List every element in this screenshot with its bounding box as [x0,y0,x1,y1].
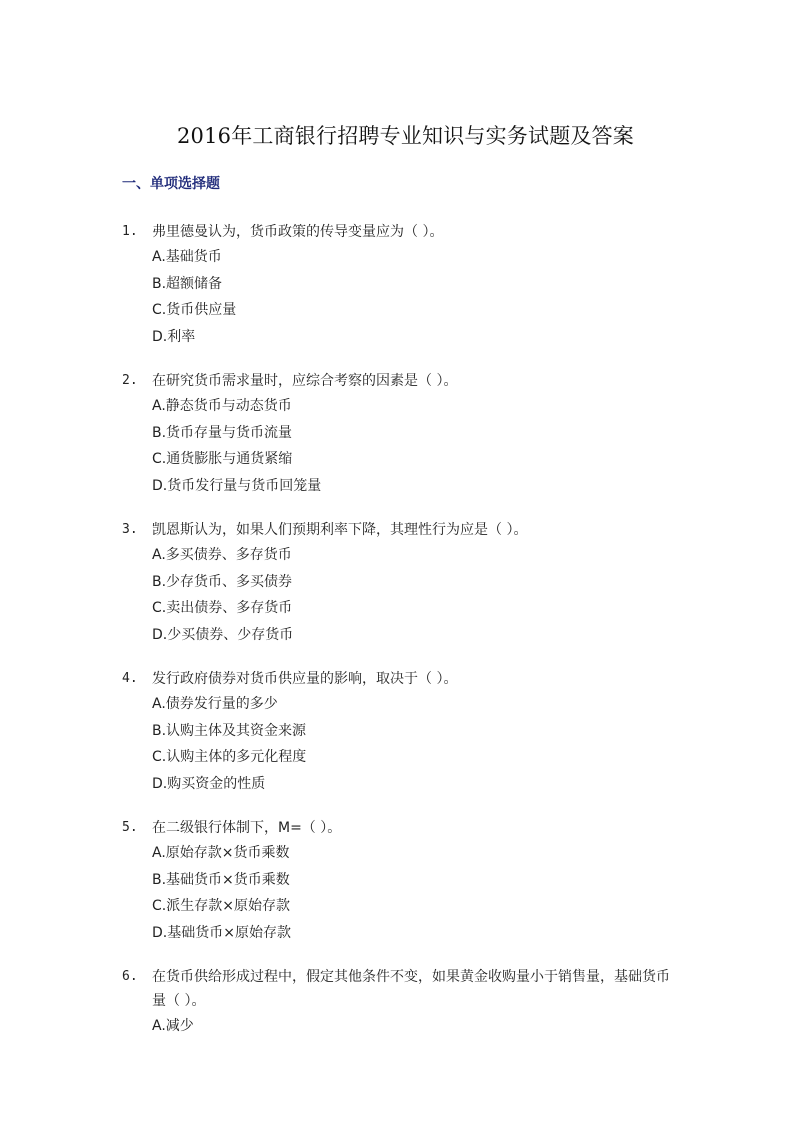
question-text: 凯恩斯认为，如果人们预期利率下降，其理性行为应是（ ）。 [152,522,528,538]
option-c: C.认购主体的多元化程度 [152,749,307,765]
question-text: 弗里德曼认为，货币政策的传导变量应为（ ）。 [152,224,444,240]
question-stem [0,518,682,542]
question-item [0,220,811,350]
question-stem [0,965,682,1013]
question-stem [0,667,682,691]
option-b: B.基础货币×货币乘数 [152,871,290,888]
option-d: D.利率 [152,328,196,345]
option-b: B.超额储备 [152,275,223,292]
option-d: D.购买资金的性质 [152,775,266,792]
option-b: B.少存货币、多买债券 [152,573,293,590]
question-item [0,369,811,499]
question-number: 4. [122,671,138,686]
question-item [0,518,811,648]
option-a: A.原始存款×货币乘数 [152,845,290,861]
question-list [0,220,811,1059]
question-number: 1. [122,224,138,239]
question-text: 发行政府债券对货币供应量的影响，取决于（ ）。 [152,671,458,687]
question-item [0,816,811,946]
option-a: A.减少 [152,1018,194,1034]
option-c: C.通货膨胀与通货紧缩 [152,451,293,467]
option-a: A.债券发行量的多少 [152,696,278,712]
question-number: 5. [122,820,138,835]
question-stem [0,220,682,244]
question-item [0,965,811,1040]
question-stem [0,369,682,393]
question-text: 在研究货币需求量时，应综合考察的因素是（ ）。 [152,373,458,389]
document-title: 2016年工商银行招聘专业知识与实务试题及答案 [176,124,635,148]
option-d: D.少买债券、少存货币 [152,626,294,643]
option-c: C.卖出债券、多存货币 [152,600,293,616]
question-number: 3. [122,522,138,537]
section-heading: 一、单项选择题 [122,176,220,192]
question-text: 在货币供给形成过程中，假定其他条件不变，如果黄金收购量小于销售量，基础货币量（ ）。 [152,969,670,1009]
option-b: B.认购主体及其资金来源 [152,722,307,739]
option-c: C.货币供应量 [152,302,237,318]
option-a: A.多买债券、多存货币 [152,547,292,563]
option-a: A.基础货币 [152,249,222,265]
option-d: D.货币发行量与货币回笼量 [152,477,322,494]
question-item [0,667,811,797]
question-stem [0,816,682,840]
question-text: 在二级银行体制下，M=（ ）。 [152,820,342,836]
option-d: D.基础货币×原始存款 [152,924,291,941]
option-b: B.货币存量与货币流量 [152,424,293,441]
question-number: 6. [122,969,138,984]
option-c: C.派生存款×原始存款 [152,898,290,914]
question-number: 2. [122,373,138,388]
option-a: A.静态货币与动态货币 [152,398,292,414]
